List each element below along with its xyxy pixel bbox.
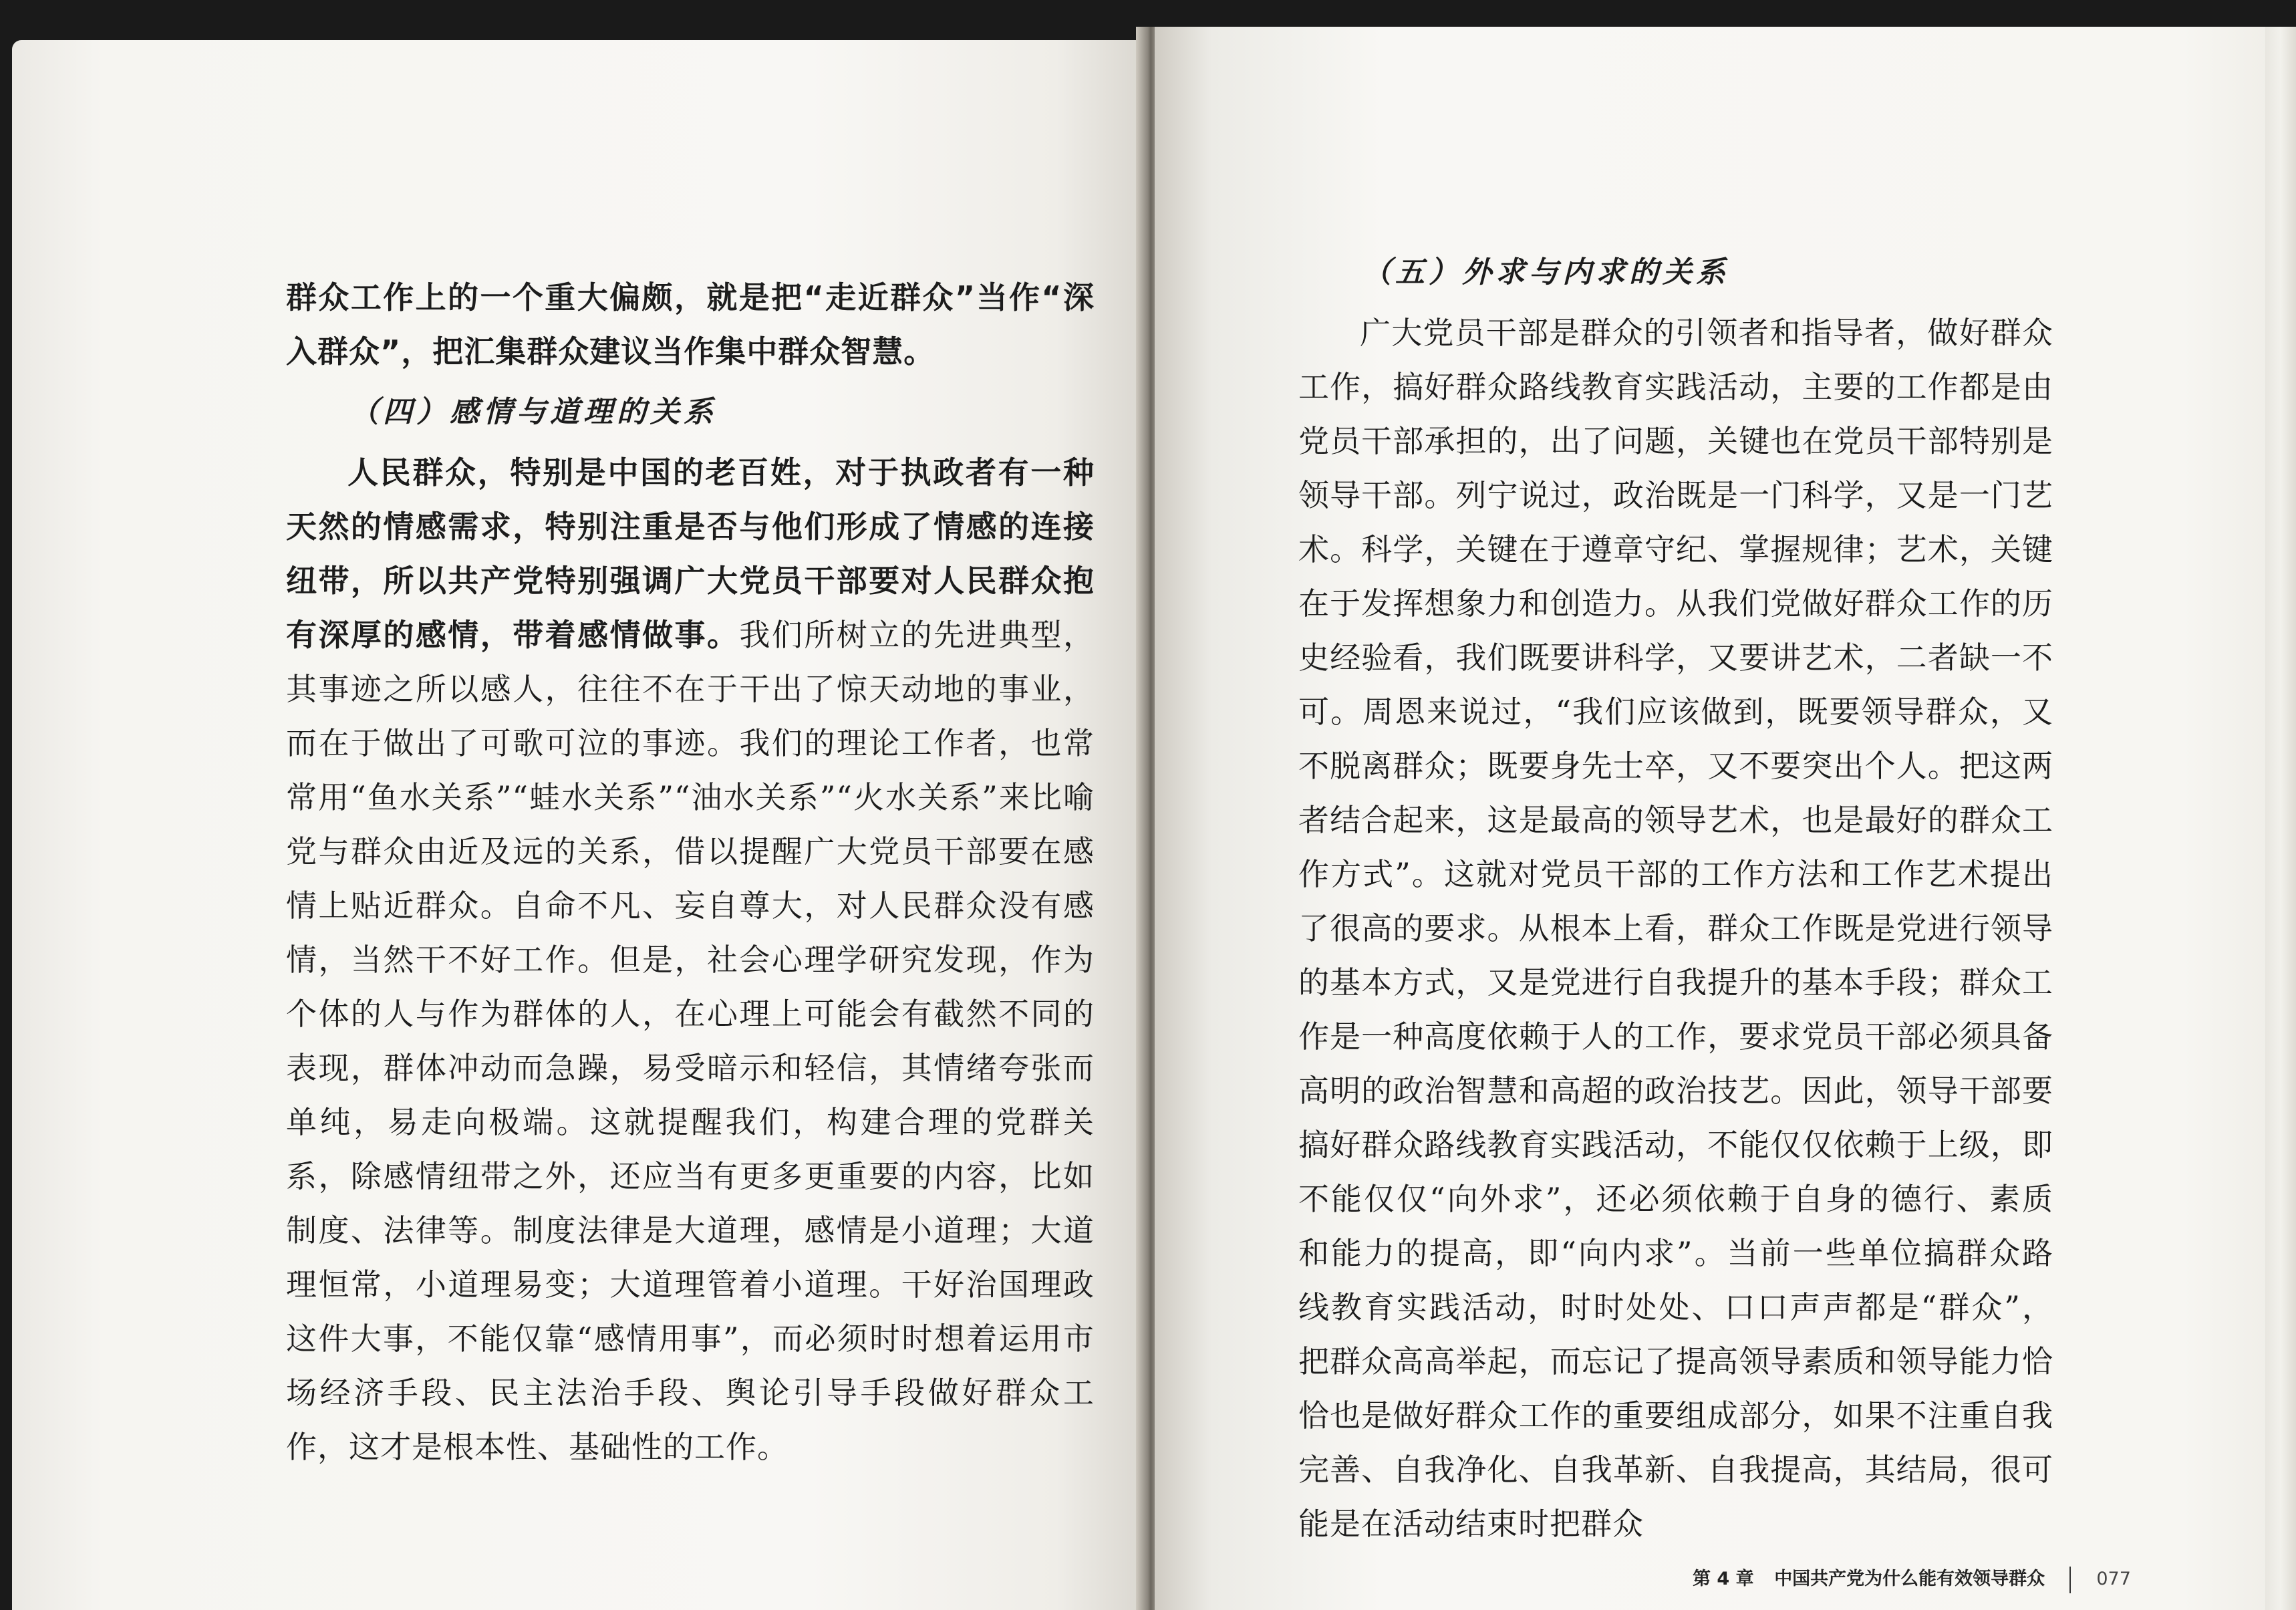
section-heading-four: （四）感情与道理的关系 [349,395,717,429]
page-edge [2265,27,2296,1610]
running-footer [1693,1564,2131,1593]
emotion-reason-paragraph [286,446,1095,1474]
right-page-text [1298,239,2053,1551]
footer-chapter-title: 中国共产党为什么能有效领导群众 [1774,1569,2045,1589]
footer-chapter: 第 4 章 [1693,1569,1754,1589]
paragraph-body: 我们所树立的先进典型，其事迹之所以感人，往往不在于干出了惊天动地的事业，而在于做出了可歌可泣的事迹。我们的理论工作者，也常常用“鱼水关系”“蛙水关系”“油水关系”“火水关系”来比喻党与群众由近及远的关系，借以提醒广大党员干部要在感情上贴近群众。自命不凡、妄自尊大，对人民群众没有感情，当然干不好工作。但是，社会心理学研究发现，作为个体的人与作为群体的人，在心理上可能会有截然不同的表现，群体冲动而急躁，易受暗示和轻信，其情绪夸张而单纯，易走向极端。这就提醒我们，构建合理的党群关系，除感情纽带之外，还应当有更多更重要的内容，比如制度、法律等。制度法律是大道理，感情是小道理；大道理恒常，小道理易变；大道理管着小道理。干好治国理政这件大事，不能仅靠“感情用事”，而必须时时想着运用市场经济手段、民主法治手段、舆论引导手段做好群众工作，这才是根本性、基础性的工作。 [286,617,1095,1465]
intro-paragraph: 群众工作上的一个重大偏颇，就是把“走近群众”当作“深入群众”，把汇集群众建议当作集中群众智慧。 [286,279,1095,370]
paragraph-bold-lead: 人民群众，特别是中国的老百姓，对于执政者有一种天然的情感需求，特别注重是否与他们形成了情感的连接纽带，所以共产党特别强调广大党员干部要对人民群众抱有深厚的感情，带着感情做事。 [286,454,1095,653]
left-page [12,40,1148,1610]
right-page [1155,27,2296,1610]
footer-divider [2069,1567,2071,1593]
page-number: 077 [2096,1569,2131,1589]
section-heading-five: （五）外求与内求的关系 [1362,255,1729,289]
left-page-text [286,271,1095,1474]
external-internal-paragraph: 广大党员干部是群众的引领者和指导者，做好群众工作，搞好群众路线教育实践活动，主要的工作都是由党员干部承担的，出了问题，关键也在党员干部特别是领导干部。列宁说过，政治既是一门科学，又是一门艺术。科学，关键在于遵章守纪、掌握规律；艺术，关键在于发挥想象力和创造力。从我们党做好群众工作的历史经验看，我们既要讲科学，又要讲艺术，二者缺一不可。周恩来说过，“我们应该做到，既要领导群众，又不脱离群众；既要身先士卒，又不要突出个人。把这两者结合起来，这是最高的领导艺术，也是最好的群众工作方式”。这就对党员干部的工作方法和工作艺术提出了很高的要求。从根本上看，群众工作既是党进行领导的基本方式，又是党进行自我提升的基本手段；群众工作是一种高度依赖于人的工作，要求党员干部必须具备高明的政治智慧和高超的政治技艺。因此，领导干部要搞好群众路线教育实践活动，不能仅仅依赖于上级，即不能仅仅“向外求”，还必须依赖于自身的德行、素质和能力的提高，即“向内求”。当前一些单位搞群众路线教育实践活动，时时处处、口口声声都是“群众”，把群众高高举起，而忘记了提高领导素质和领导能力恰恰也是做好群众工作的重要组成部分，如果不注重自我完善、自我净化、自我革新、自我提高，其结局，很可能是在活动结束时把群众 [1298,315,2053,1542]
